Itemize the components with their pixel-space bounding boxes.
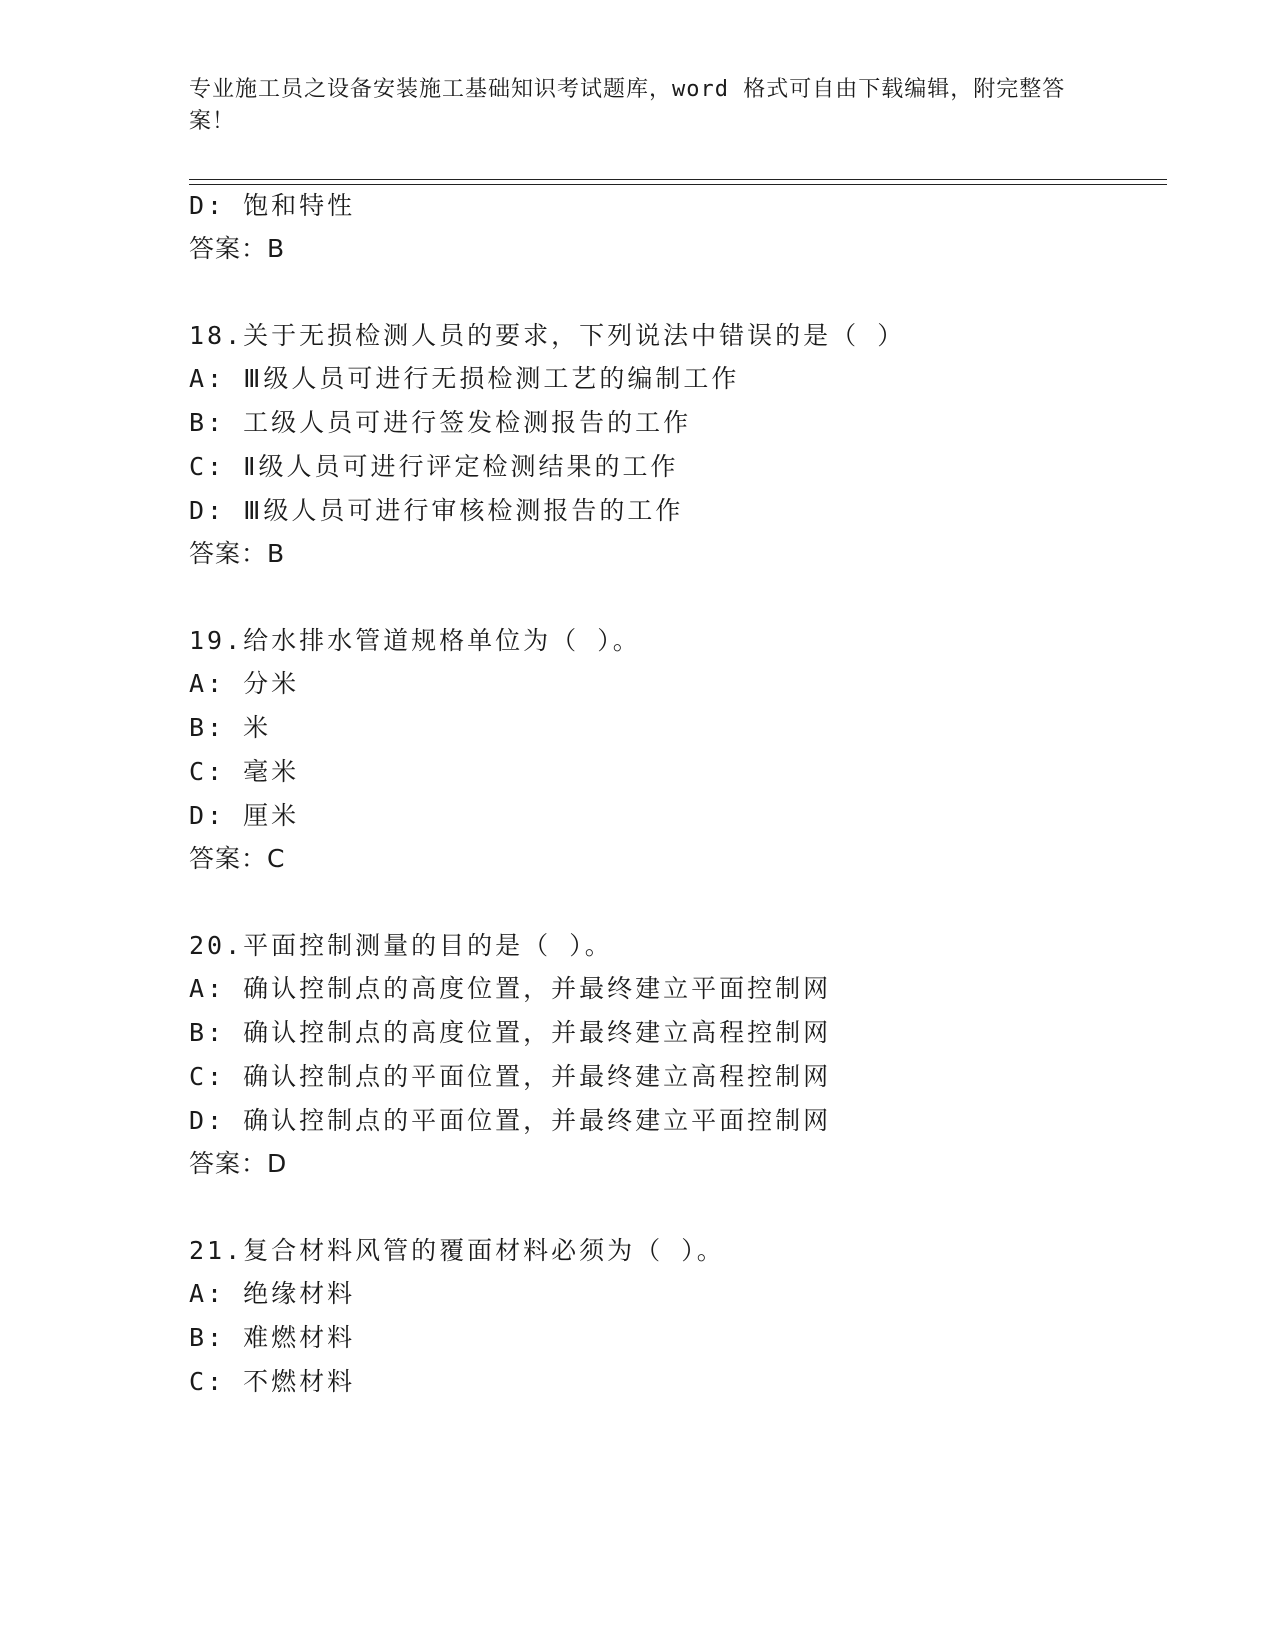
- question-20-option-a: A: 确认控制点的高度位置，并最终建立平面控制网: [189, 974, 832, 1003]
- question-18: 18.关于无损检测人员的要求，下列说法中错误的是（ ）: [189, 321, 906, 350]
- question-21-option-b: B: 难燃材料: [189, 1323, 356, 1352]
- header-divider-bottom: [189, 184, 1167, 185]
- question-19-option-d: D: 厘米: [189, 801, 300, 830]
- question-20-option-b: B: 确认控制点的高度位置，并最终建立高程控制网: [189, 1018, 832, 1047]
- option-d: D: 饱和特性: [189, 191, 356, 220]
- question-18-answer: 答案：B: [189, 539, 286, 568]
- question-19-option-c: C: 毫米: [189, 757, 300, 786]
- document-header: 专业施工员之设备安装施工基础知识考试题库，word 格式可自由下载编辑，附完整答案！: [189, 77, 1066, 134]
- question-18-option-d: D: Ⅲ级人员可进行审核检测报告的工作: [189, 496, 684, 525]
- question-18-option-b: B: 工级人员可进行签发检测报告的工作: [189, 408, 692, 437]
- question-18-option-a: A: Ⅲ级人员可进行无损检测工艺的编制工作: [189, 364, 740, 393]
- answer-line: 答案：B: [189, 234, 286, 263]
- question-20: 20.平面控制测量的目的是（ ）。: [189, 931, 613, 960]
- question-20-option-c: C: 确认控制点的平面位置，并最终建立高程控制网: [189, 1062, 832, 1091]
- question-19-option-a: A: 分米: [189, 669, 300, 698]
- question-20-answer: 答案：D: [189, 1149, 288, 1178]
- question-21: 21.复合材料风管的覆面材料必须为（ ）。: [189, 1236, 725, 1265]
- header-divider-top: [189, 179, 1167, 180]
- question-20-option-d: D: 确认控制点的平面位置，并最终建立平面控制网: [189, 1106, 832, 1135]
- question-21-option-a: A: 绝缘材料: [189, 1279, 356, 1308]
- question-19-option-b: B: 米: [189, 713, 272, 742]
- question-19-answer: 答案：C: [189, 844, 286, 873]
- question-19: 19.给水排水管道规格单位为（ ）。: [189, 626, 641, 655]
- question-18-option-c: C: Ⅱ级人员可进行评定检测结果的工作: [189, 452, 679, 481]
- question-21-option-c: C: 不燃材料: [189, 1367, 356, 1396]
